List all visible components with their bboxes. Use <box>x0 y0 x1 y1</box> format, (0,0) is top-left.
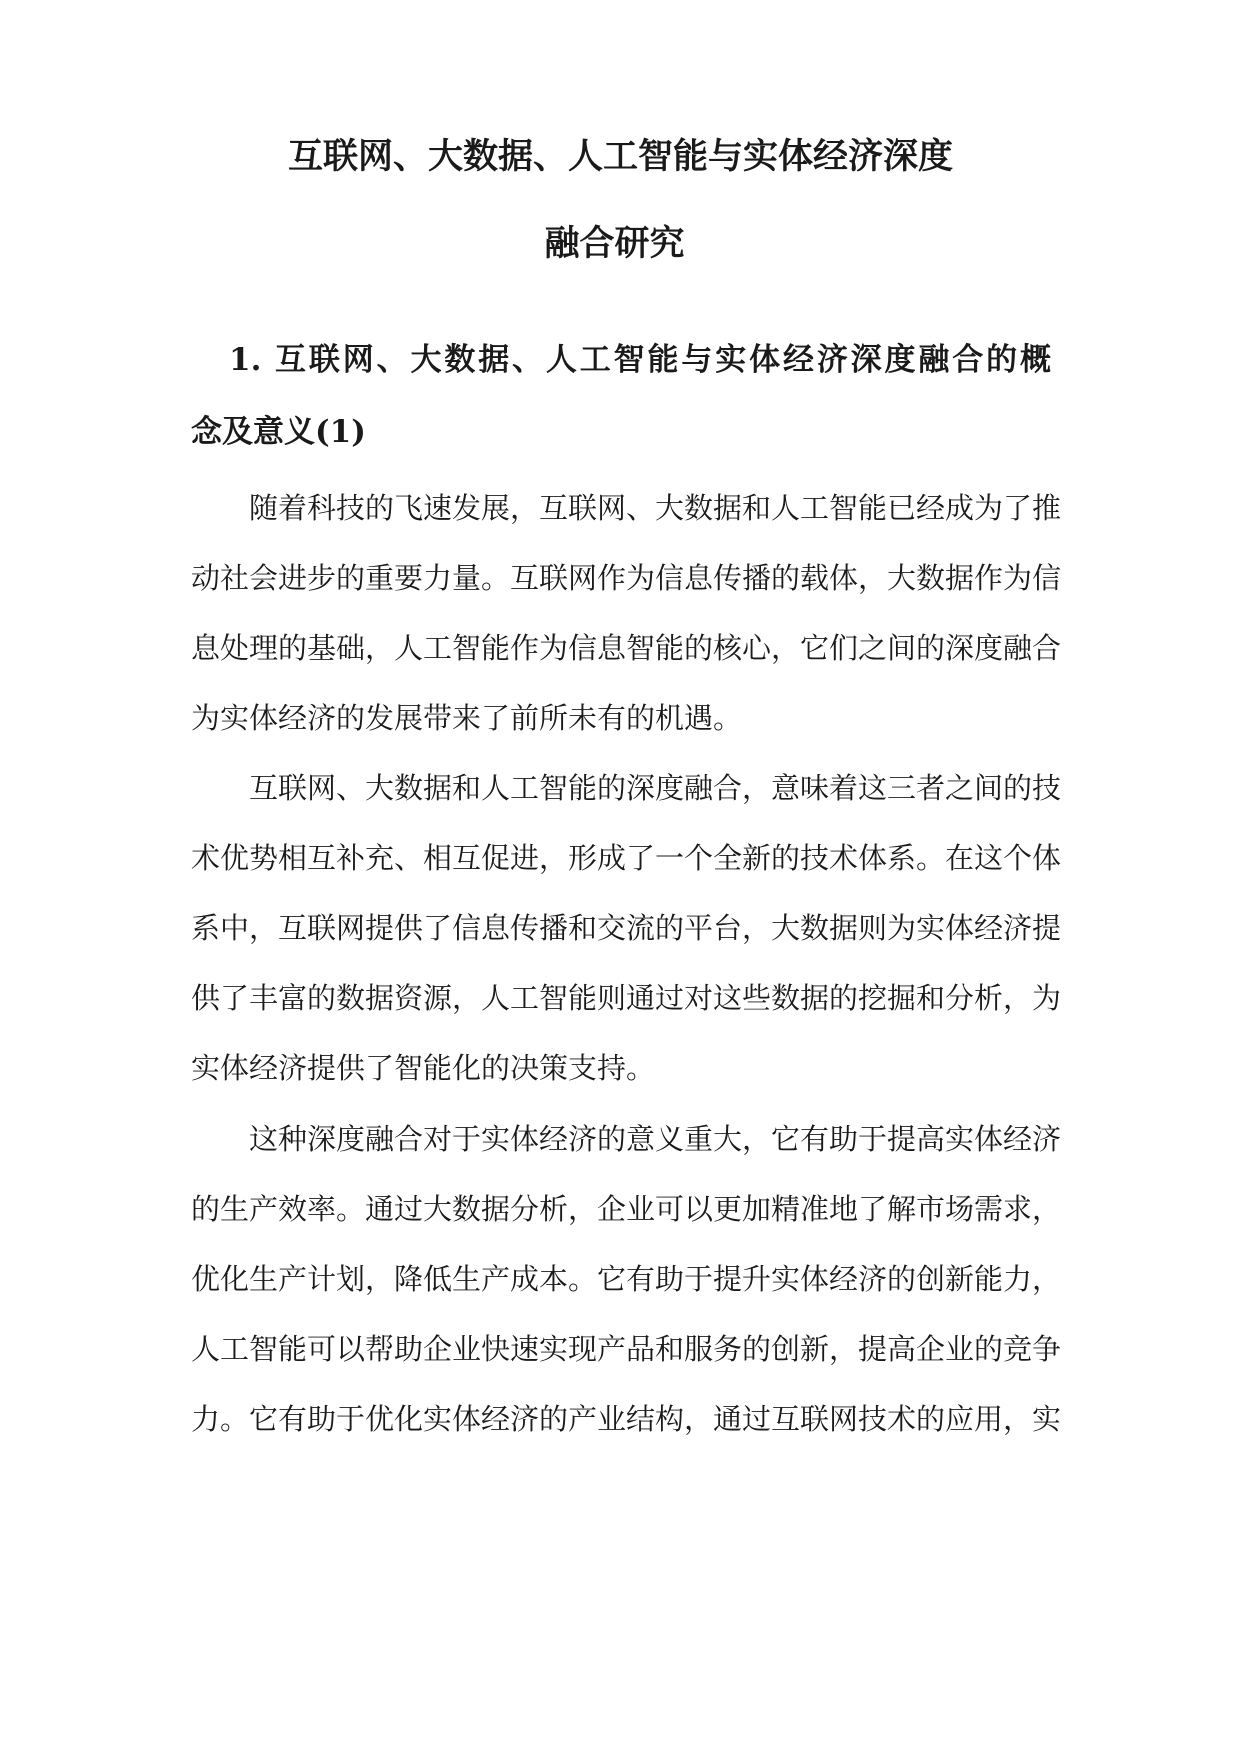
document-title-line-2: 融合研究 <box>544 223 685 264</box>
paragraph-1-line-2: 动社会进步的重要力量。互联网作为信息传播的载体，大数据作为信 <box>191 561 1062 595</box>
paragraph-3-line-1: 这种深度融合对于实体经济的意义重大，它有助于提高实体经济 <box>249 1122 1062 1156</box>
paragraph-3-line-2: 的生产效率。通过大数据分析，企业可以更加精准地了解市场需求， <box>191 1192 1062 1226</box>
paragraph-2-line-5: 实体经济提供了智能化的决策支持。 <box>191 1051 656 1085</box>
section-heading-line-1: 1. 互联网、大数据、人工智能与实体经济深度融合的概 <box>229 342 1051 378</box>
paragraph-3-line-3: 优化生产计划，降低生产成本。它有助于提升实体经济的创新能力， <box>191 1262 1062 1296</box>
paragraph-2-line-3: 系中，互联网提供了信息传播和交流的平台，大数据则为实体经济提 <box>191 911 1062 945</box>
document-title-line-1: 互联网、大数据、人工智能与实体经济深度 <box>287 136 953 177</box>
paragraph-2-line-4: 供了丰富的数据资源，人工智能则通过对这些数据的挖掘和分析，为 <box>191 981 1062 1015</box>
section-heading-line-2: 念及意义(1) <box>191 414 366 450</box>
paragraph-3-line-4: 人工智能可以帮助企业快速实现产品和服务的创新，提高企业的竞争 <box>191 1332 1062 1366</box>
paragraph-3-line-5: 力。它有助于优化实体经济的产业结构，通过互联网技术的应用，实 <box>191 1402 1062 1436</box>
paragraph-2-line-2: 术优势相互补充、相互促进，形成了一个全新的技术体系。在这个体 <box>191 841 1062 875</box>
paragraph-1-line-4: 为实体经济的发展带来了前所未有的机遇。 <box>191 701 743 735</box>
paragraph-1-line-3: 息处理的基础，人工智能作为信息智能的核心，它们之间的深度融合 <box>191 631 1062 665</box>
paragraph-2-line-1: 互联网、大数据和人工智能的深度融合，意味着这三者之间的技 <box>249 771 1062 805</box>
paragraph-1-line-1: 随着科技的飞速发展，互联网、大数据和人工智能已经成为了推 <box>249 491 1062 525</box>
